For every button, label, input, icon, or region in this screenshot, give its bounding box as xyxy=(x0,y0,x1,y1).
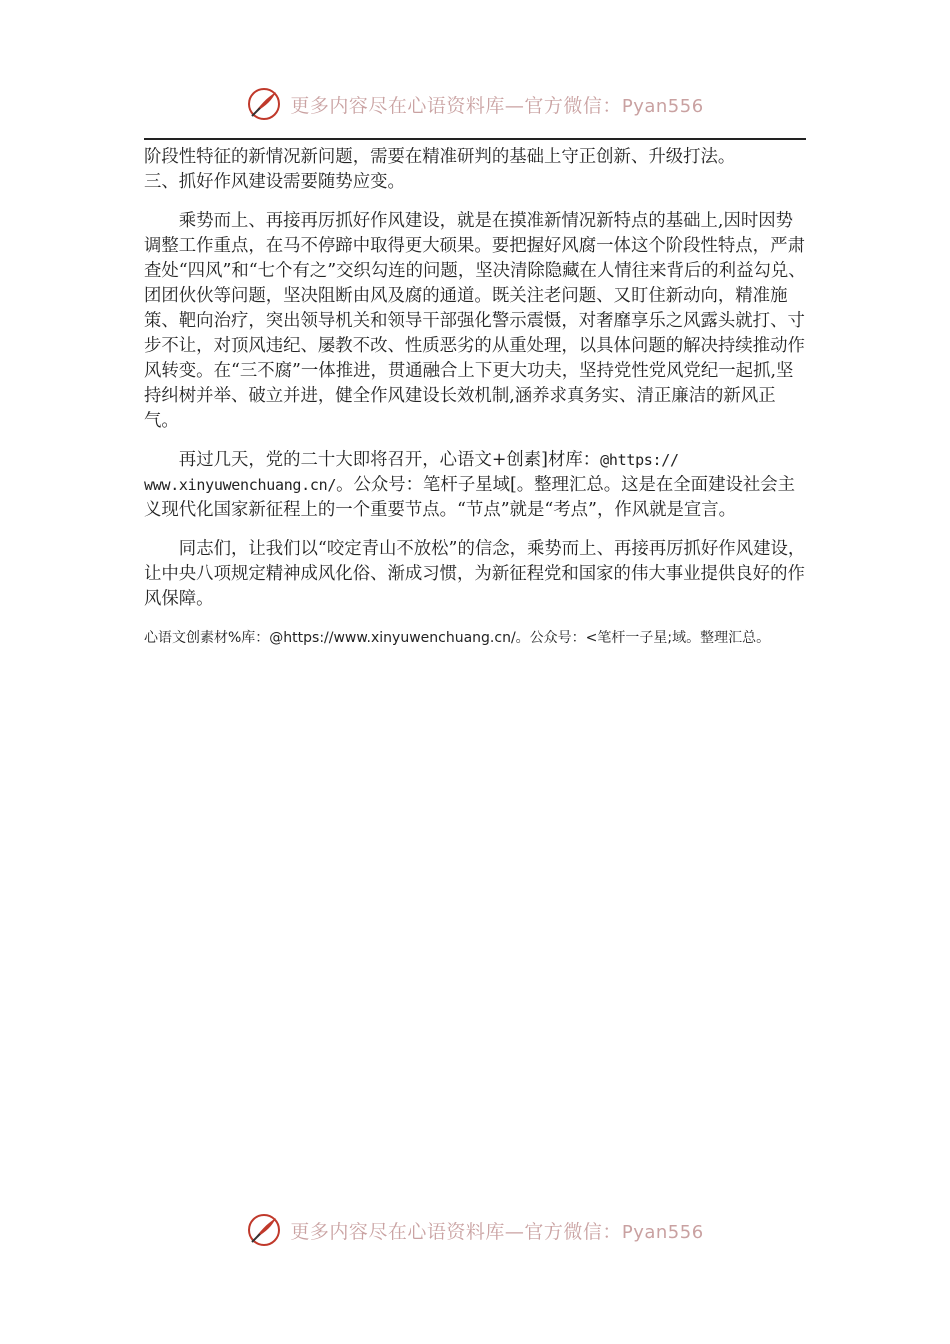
feather-pen-logo-icon xyxy=(246,86,282,122)
watermark-handle: Pyan556 xyxy=(621,95,704,117)
watermark-text: 更多内容尽在心语资料库—官方微信：Pyan556 xyxy=(290,94,704,117)
watermark-handle: Pyan556 xyxy=(621,1221,704,1243)
feather-pen-logo-icon xyxy=(246,1212,282,1248)
footnote: 心语文创素材%库：@https://www.xinyuwenchuang.cn/。公众号：<笔杆一子星;域。整理汇总。 xyxy=(144,630,771,646)
watermark-text: 更多内容尽在心语资料库—官方微信：Pyan556 xyxy=(290,1220,704,1243)
document-body xyxy=(144,145,808,650)
paragraph-3: 同志们，让我们以“咬定青山不放松”的信念，乘势而上、再接再厉抓好作风建设，让中央八项规定精神成风化俗、渐成习惯，为新征程党和国家的伟大事业提供良好的作风保障。 xyxy=(144,539,806,609)
paragraph-2-url-2: www.xinyuwenchuang.cn/ xyxy=(144,476,337,494)
continued-line: 阶段性特征的新情况新问题，需要在精准研判的基础上守正创新、升级打法。 xyxy=(144,147,736,167)
paragraph-2-text-b: 。公众号：笔杆子星域[。整理汇总。这是在全面建设社会主义现代化国家新征程上的一个重要节点。“节点”就是“考点”，作风就是宣言。 xyxy=(144,475,796,520)
paragraph-1: 乘势而上、再接再厉抓好作风建设，就是在摸准新情况新特点的基础上,因时因势调整工作重点，在马不停蹄中取得更大硕果。要把握好风腐一体这个阶段性特点，严肃查处“四风”和“七个有之”交织勾连的问题，坚决清除隐藏在人情往来背后的利益勾兑、团团伙伙等问题，坚决阻断由风及腐的通道。既关注老问题、又盯住新动向，精准施策、靶向治疗，突出领导机关和领导干部强化警示震慑，对奢靡享乐之风露头就打、寸步不让，对顶风违纪、屡教不改、性质恶劣的从重处理，以具体问题的解决持续推动作风转变。在“三不腐”一体推进，贯通融合上下更大功夫，坚持党性党风党纪一起抓,坚持纠树并举、破立并进，健全作风建设长效机制,涵养求真务实、清正廉洁的新风正气。 xyxy=(144,211,806,431)
paragraph-2-url-1: @https:// xyxy=(600,451,679,469)
header-rule xyxy=(144,138,806,140)
paragraph-2-text-a: 再过几天，党的二十大即将召开，心语文+创素]材库： xyxy=(178,450,601,470)
watermark-banner-top xyxy=(0,84,950,124)
paragraph-2 xyxy=(144,448,808,523)
section-heading: 三、抓好作风建设需要随势应变。 xyxy=(144,172,405,192)
watermark-banner-bottom xyxy=(0,1210,950,1250)
